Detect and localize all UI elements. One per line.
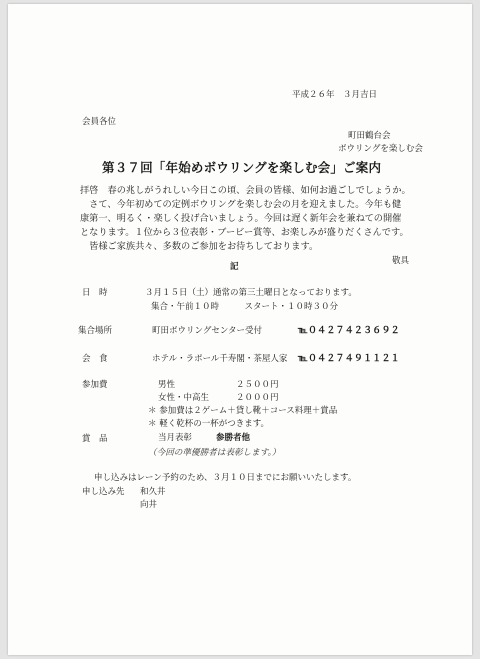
document-title: 第３７回「年始めボウリングを楽しむ会」ご案内	[102, 160, 382, 175]
assembly-start-time: 集合・午前１０時 スタート・１０時３０分	[151, 302, 339, 312]
fee-female-label: 女性・中高生	[158, 393, 210, 403]
dinner-label: 会 食	[82, 354, 108, 364]
closing: 敬具	[392, 256, 410, 266]
application-note: 申し込みはレーン予約のため、３月１０日までにお願いいたします。	[94, 473, 357, 483]
dinner-tel: ℡０４２７４９１１２１	[298, 353, 400, 364]
contact-label: 申し込み先	[82, 487, 125, 497]
fee-male-label: 男性	[158, 380, 176, 390]
place-label: 集合場所	[78, 326, 113, 336]
body-line: 皆様ご家族共々、多数のご参加をお待ちしております。	[80, 241, 319, 252]
issue-date: 平成２６年 ３月吉日	[292, 90, 378, 100]
fee-note: ＊ 軽く乾杯の一杯がつきます。	[148, 419, 270, 429]
contact-name: 和久井	[140, 487, 166, 497]
sender-org-2: ボウリングを楽しむ会	[338, 144, 423, 154]
contact-name: 向井	[140, 500, 158, 510]
prize-value: 参勝者他	[216, 433, 251, 443]
place-value: 町田ボウリングセンター受付	[152, 326, 262, 336]
sender-org-1: 町田鶴台会	[348, 131, 391, 141]
body-line: 康第一、明るく・楽しく投げ合いましょう。今回は遅く新年会を兼ねての開催	[80, 213, 402, 224]
recipient: 会員各位	[82, 117, 117, 127]
dinner-value: ホテル・ラポール千寿閣・茶屋人家	[152, 354, 288, 364]
place-tel: ℡０４２７４２３６９２	[298, 325, 400, 336]
fee-note: ＊ 参加費は２ゲーム＋貸し靴＋コース料理＋賞品	[148, 406, 338, 416]
fee-label: 参加費	[82, 380, 108, 390]
datetime-value: ３月１５日（土）通常の第三土曜日となっております。	[145, 288, 357, 298]
fee-female-amount: ２０００円	[236, 393, 279, 403]
prize-value: 当月表彰	[158, 433, 193, 443]
body-line: さて、今年初めての定例ボウリングを楽しむ会の月を迎えました。今年も健	[80, 199, 402, 210]
prize-label: 賞 品	[82, 434, 108, 444]
ki-heading: 記	[230, 262, 239, 272]
document-page	[8, 4, 472, 655]
fee-male-amount: ２５００円	[236, 380, 279, 390]
body-line: 拝啓 春の兆しがうれしい今日この頃、会員の皆様、如何お過ごしでしょうか。	[80, 185, 411, 196]
body-line: となります。１位から３位表彰・ブービー賞等、お楽しみが盛りだくさんです。	[80, 227, 409, 238]
handwritten-note: （今回の準優勝者は表彰します。）	[148, 448, 281, 458]
datetime-label: 日 時	[82, 288, 108, 298]
